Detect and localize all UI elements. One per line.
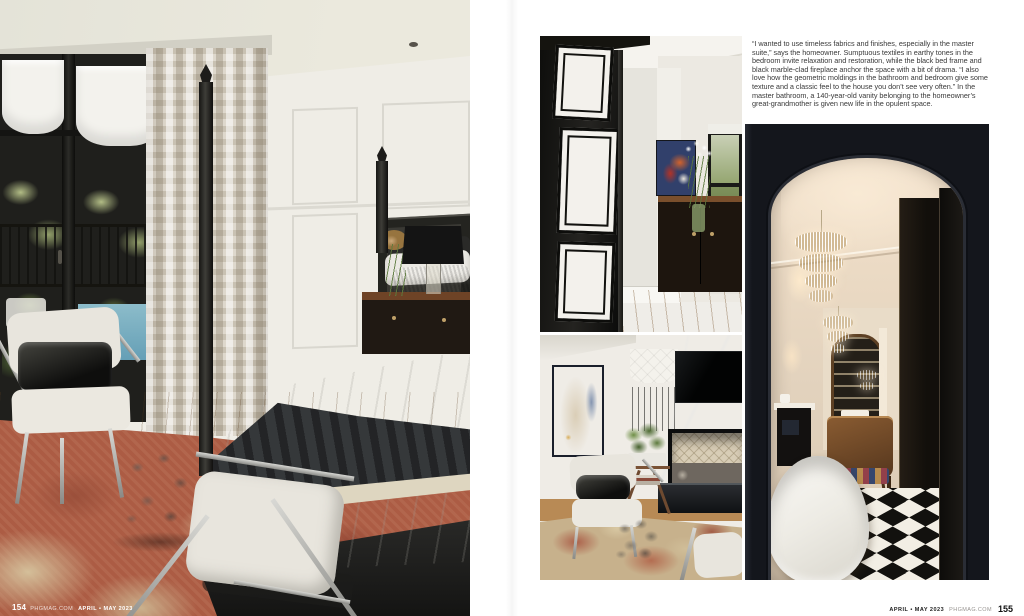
recessed-light <box>409 42 418 47</box>
right-page-number: 155 <box>997 604 1013 614</box>
marble-hearth <box>658 483 742 513</box>
arched-doorway <box>771 158 963 580</box>
oak-floor <box>623 290 742 332</box>
roman-shade <box>2 60 64 134</box>
armchair-foreground <box>145 462 360 616</box>
nightstand <box>362 292 470 354</box>
article-text: “I wanted to use timeless fabrics and finishes, especially in the master suite,” says the homeowner. Sumptuous textiles in earthy tones in the bedroom invite relaxation and restoration, while the black bed frame and black marble-clad fireplace anchor the space with a bit of drama. “I also love how the geometric moldings in the bathroom and bedroom give some texture and a classic feel to the house you don’t see very often.” In the master bathroom, a 140-year-old vanity belonging to the homeowner’s great-grandmother is given new life in the opulent space. <box>752 39 988 109</box>
left-footer-issue: APRIL • MAY 2023 <box>78 606 133 612</box>
photo-bedroom <box>0 0 470 616</box>
tv-screen <box>675 351 742 403</box>
photo-bathroom <box>745 124 989 580</box>
figure-painting <box>552 365 604 457</box>
right-page-footer <box>889 598 1013 616</box>
bedpost <box>199 82 213 476</box>
firewood-logs <box>672 463 742 485</box>
wall-panel <box>292 107 358 205</box>
table-lamp-base <box>426 264 441 294</box>
dark-wardrobe <box>899 198 944 508</box>
right-footer-website: PHGMAG.COM <box>949 607 992 613</box>
leather-pillow <box>18 342 112 390</box>
chandelier-reflection <box>819 306 857 366</box>
bedpost <box>376 161 388 253</box>
door-panel <box>556 127 620 235</box>
green-glass-vase <box>692 204 705 232</box>
door-handle <box>58 250 62 264</box>
wall-panel <box>382 100 470 209</box>
wall-panel <box>292 213 358 349</box>
door-panel <box>555 241 616 323</box>
left-page-footer <box>12 597 133 615</box>
left-footer-website: PHGMAG.COM <box>30 606 74 612</box>
armchair-partial <box>688 525 742 580</box>
page-gutter <box>506 0 518 616</box>
white-tulips <box>682 138 714 160</box>
photo-fireplace <box>540 335 742 580</box>
open-door-leaf <box>939 188 963 580</box>
right-footer-issue: APRIL • MAY 2023 <box>889 607 945 613</box>
navy-towel <box>782 420 799 435</box>
table-lamp-shade <box>402 226 464 264</box>
woven-pouf <box>608 513 668 569</box>
left-page-number: 154 <box>12 603 27 612</box>
door-panel <box>552 45 614 122</box>
photo-hallway <box>540 36 742 332</box>
balcony-railing <box>0 226 166 286</box>
